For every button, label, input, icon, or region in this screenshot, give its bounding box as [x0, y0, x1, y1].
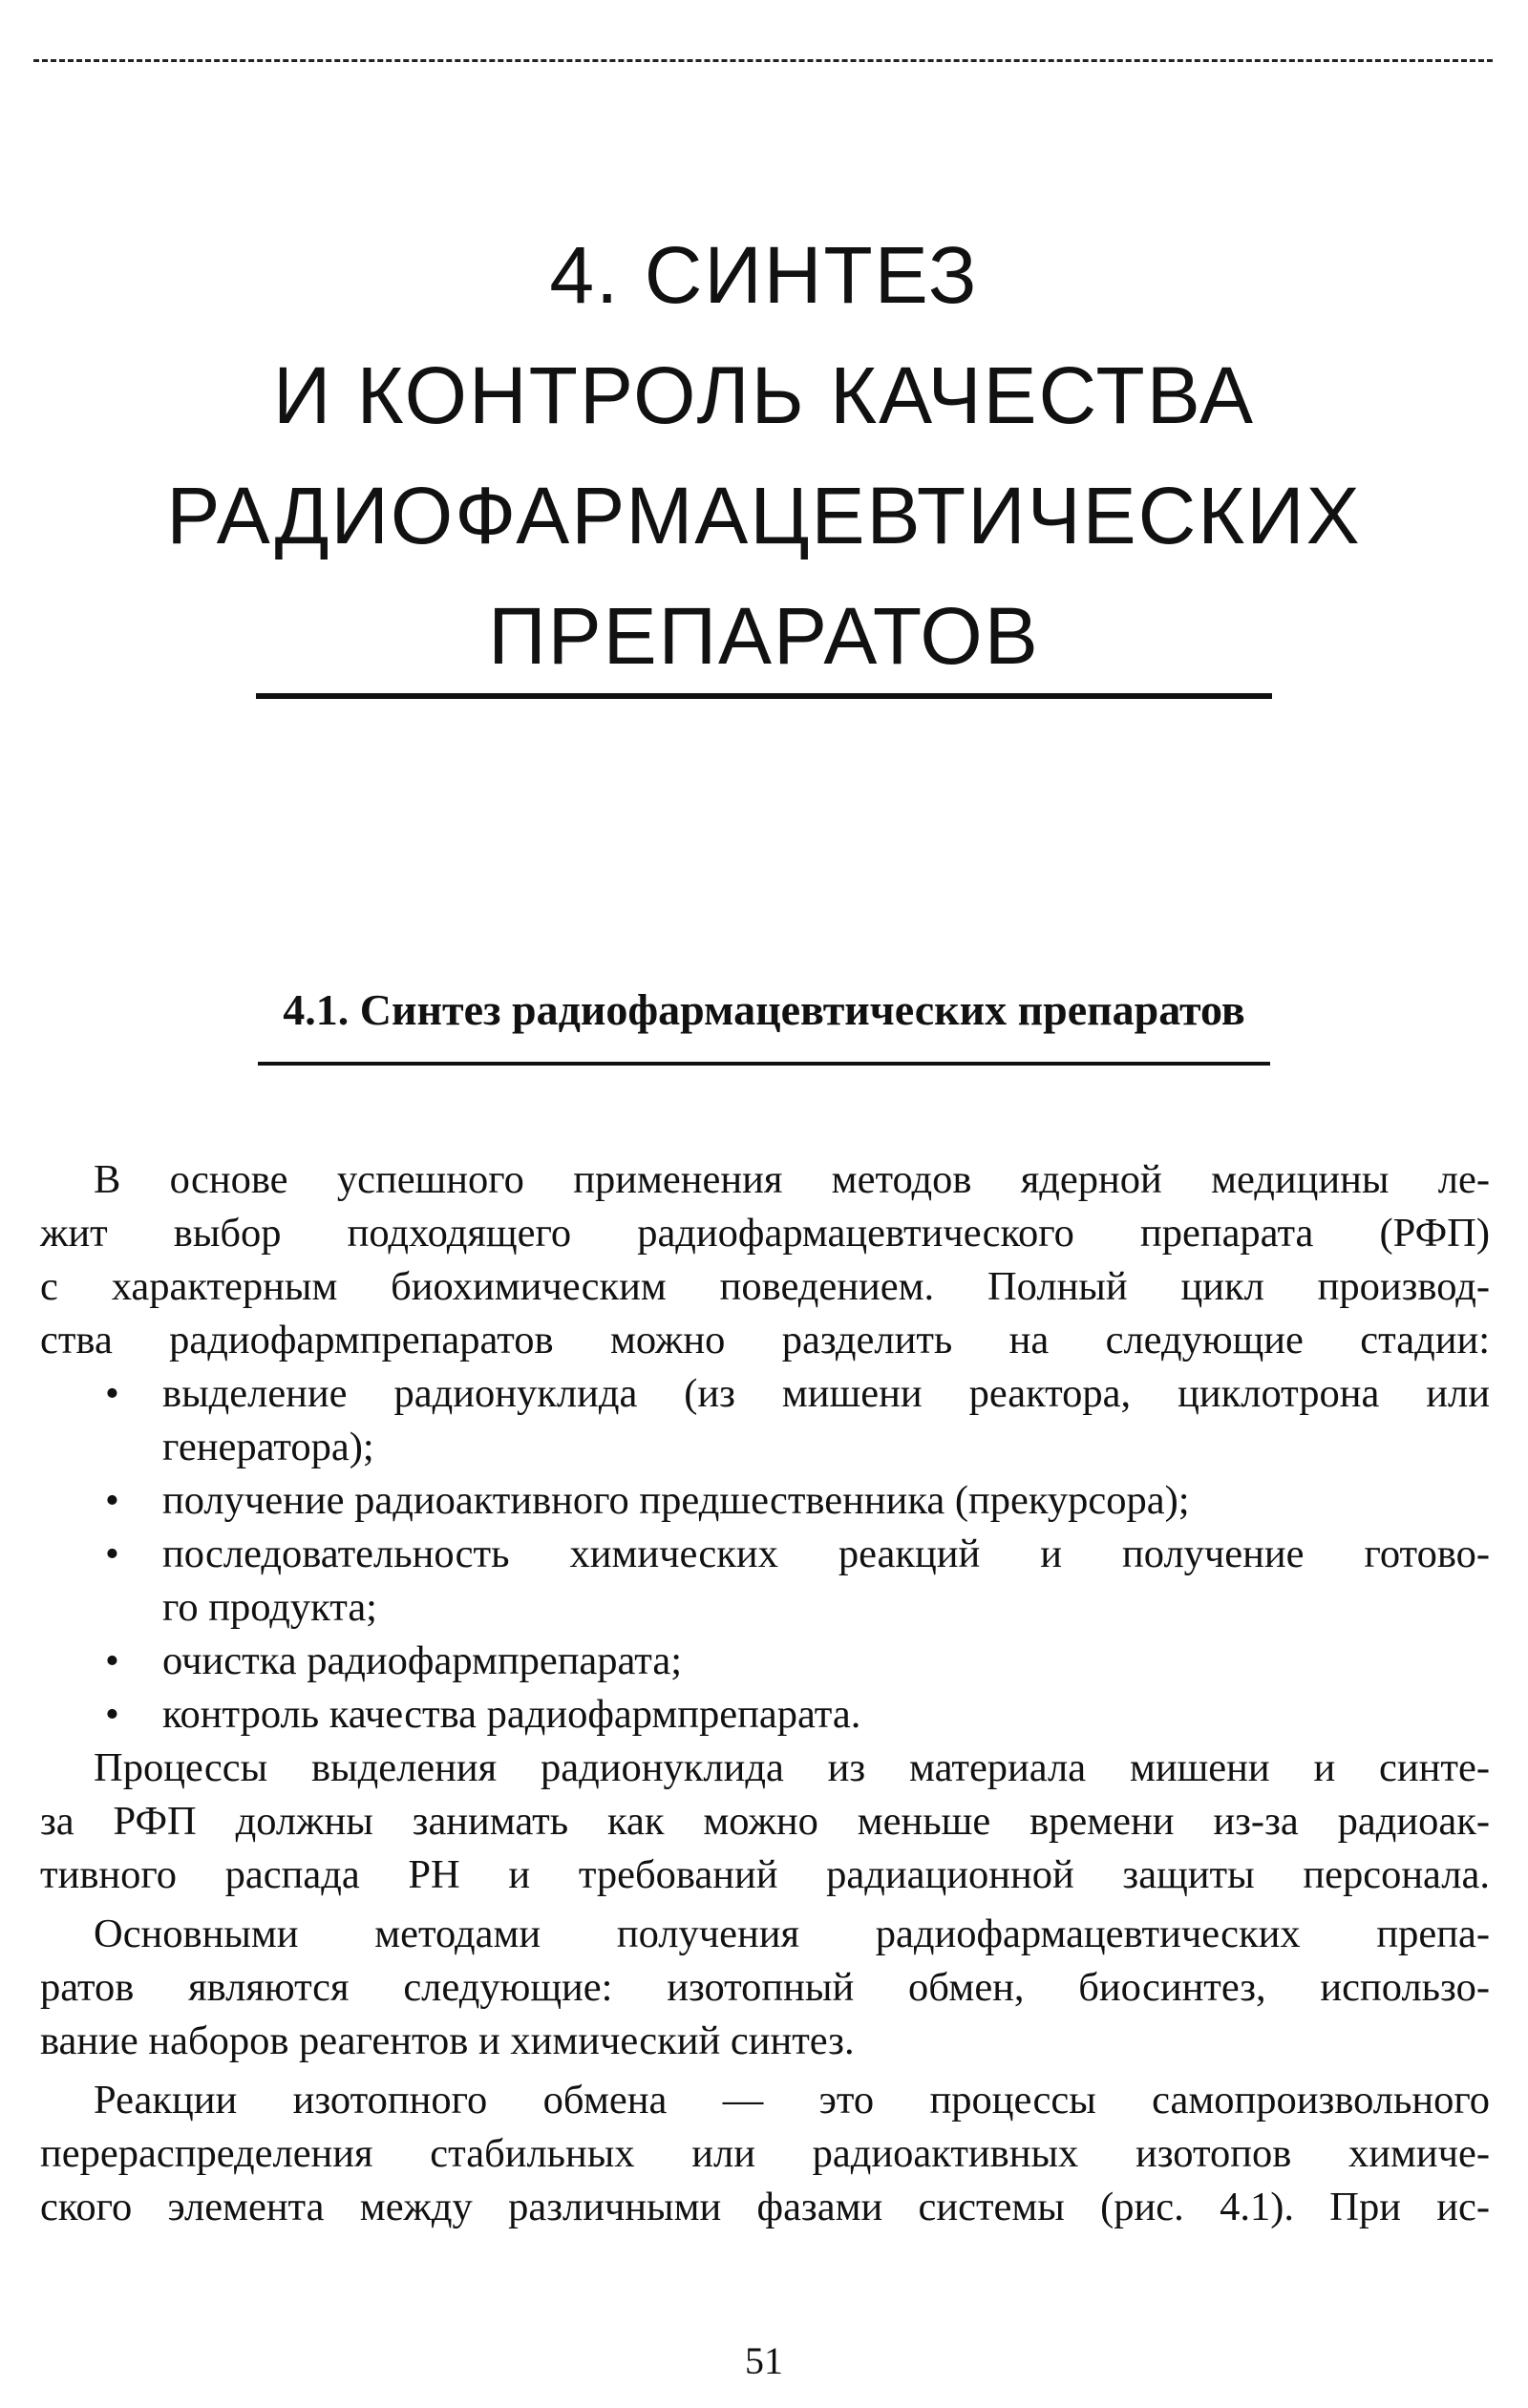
text-line: ского элемента между различными фазами системы (рис. 4.1). При ис-: [40, 2185, 1490, 2229]
text-line: генератора);: [162, 1425, 374, 1469]
text-line: ства радиофармпрепаратов можно разделить на следующие стадии:: [40, 1318, 1490, 1362]
text-line: ратов являются следующие: изотопный обмен, биосинтез, использо-: [40, 1965, 1490, 2010]
section-title: 4.1. Синтез радиофармацевтических препаратов: [283, 985, 1245, 1034]
section-title-underline: [258, 1062, 1270, 1066]
text-line: [40, 1528, 1490, 1581]
text-line: перераспределения стабильных или радиоактивных изотопов химиче-: [40, 2131, 1490, 2176]
list-item-text: контроль качества радиофармпрепарата.: [162, 1692, 861, 1737]
text-line: го продукта;: [162, 1585, 377, 1630]
top-dashed-rule: [33, 59, 1493, 62]
text-line: Реакции изотопного обмена — это процессы самопроизвольного: [94, 2078, 1490, 2123]
chapter-title-line: И КОНТРОЛЬ КАЧЕСТВА: [272, 350, 1256, 440]
body-text: [40, 1153, 1490, 2234]
bullet-marker: •: [105, 1531, 119, 1576]
chapter-title-line: ПРЕПАРАТОВ: [488, 591, 1040, 681]
paragraph-methods: [40, 1908, 1490, 2068]
text-line: В основе успешного применения методов ядерной медицины ле-: [94, 1157, 1490, 1202]
list-item-text: выделение радионуклида (из мишени реактора, циклотрона или: [162, 1371, 1490, 1416]
bullet-marker: •: [105, 1371, 119, 1416]
chapter-title: [57, 215, 1471, 696]
text-line: за РФП должны занимать как можно меньше времени из-за радиоак-: [40, 1799, 1490, 1844]
list-item: [40, 1635, 1490, 1688]
paragraph-intro: [40, 1153, 1490, 1367]
list-item: [40, 1688, 1490, 1742]
text-line: вание наборов реагентов и химический синтез.: [40, 2018, 855, 2063]
list-item: [40, 1528, 1490, 1635]
text-line: [40, 1688, 1490, 1742]
bullet-marker: •: [105, 1692, 119, 1737]
list-item-text: получение радиоактивного предшественника (прекурсора);: [162, 1478, 1190, 1523]
text-line: тивного распада РН и требований радиационной защиты персонала.: [40, 1852, 1490, 1897]
list-item: [40, 1474, 1490, 1528]
text-line: [40, 1367, 1490, 1421]
text-line: Основными методами получения радиофармацевтических препа-: [94, 1912, 1490, 1956]
paragraph-isotope-exchange: [40, 2074, 1490, 2234]
text-line: Процессы выделения радионуклида из материала мишени и синте-: [94, 1745, 1490, 1790]
bullet-marker: •: [105, 1638, 119, 1683]
chapter-title-line: 4. СИНТЕЗ: [549, 230, 979, 320]
bullet-list: [40, 1367, 1490, 1742]
text-line: [40, 1474, 1490, 1528]
text-line: [40, 1635, 1490, 1688]
bullet-marker: •: [105, 1478, 119, 1523]
list-item-text: очистка радиофармпрепарата;: [162, 1638, 683, 1683]
chapter-title-line: РАДИОФАРМАЦЕВТИЧЕСКИХ: [166, 471, 1362, 560]
paragraph-processes: [40, 1742, 1490, 1902]
chapter-title-underline: [256, 693, 1272, 699]
text-line: с характерным биохимическим поведением. Полный цикл производ-: [40, 1264, 1490, 1309]
text-line: жит выбор подходящего радиофармацевтического препарата (РФП): [40, 1211, 1490, 1256]
list-item-text: последовательность химических реакций и получение готово-: [162, 1531, 1490, 1576]
list-item: [40, 1367, 1490, 1474]
page-number: 51: [745, 2339, 783, 2382]
